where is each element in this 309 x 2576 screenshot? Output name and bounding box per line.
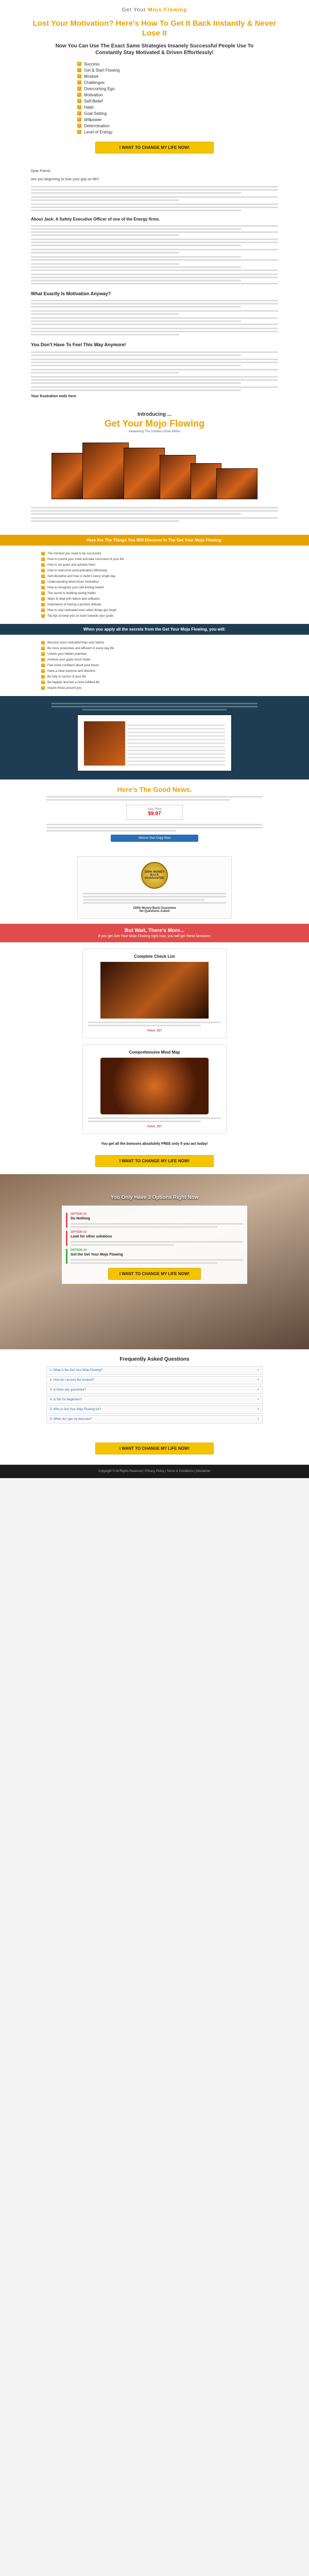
letter-paragraph <box>31 274 278 284</box>
list-item: ✓ Willpower <box>78 117 102 122</box>
check-icon: ✓ <box>78 74 81 78</box>
bonus-banner <box>0 924 309 942</box>
letter-paragraph <box>31 376 278 384</box>
intro-paragraphs <box>0 499 309 530</box>
check-icon: ✓ <box>78 111 81 115</box>
faq-item[interactable]: 6. When do I get my bonuses? + <box>46 1415 263 1423</box>
plus-icon: + <box>257 1408 259 1411</box>
check-icon: ✓ <box>41 647 45 650</box>
list-item: ✓ How to recognize your self-limiting beliefs <box>41 586 105 589</box>
price-value: $9.97 <box>148 811 161 817</box>
list-item: ✓ Feel more confident about your future <box>41 664 99 667</box>
price-box <box>126 805 183 820</box>
hero-subhead: Now You Can Use The Exact Same Strategies Insanely Successful People Use To Constantly Stay Motivated & Driven Effortlessly! <box>55 43 254 56</box>
check-icon: ✓ <box>41 675 45 678</box>
letter-paragraph <box>31 204 278 211</box>
list-item: ✓ Ways to deal with failure and setbacks <box>41 597 100 601</box>
bonus-value: Value: $27 <box>147 1125 162 1128</box>
option-item: OPTION #1 Do Nothing <box>66 1213 243 1228</box>
check-icon: ✓ <box>78 117 81 121</box>
ebook-cover <box>216 468 258 499</box>
faq-item[interactable]: 1. What is the Get Your Mojo Flowing? + <box>46 1366 263 1375</box>
bonus-title: Comprehensive Mind Map <box>129 1050 180 1055</box>
secure-copy-button[interactable]: Secure Your Copy Now <box>111 835 198 842</box>
bonus-title: Complete Check List <box>134 954 175 959</box>
letter-subheading: About Jack: A Safety Executive Officer of one of the Energy firms. <box>31 216 160 222</box>
intro-label: Introducing ... <box>137 412 172 417</box>
guarantee-seal-icon: 100% MONEY BACK GUARANTEE <box>141 862 168 889</box>
check-icon: ✓ <box>41 686 45 689</box>
check-icon: ✓ <box>78 99 81 103</box>
final-cta-section <box>0 1430 309 1465</box>
final-cta-button[interactable]: I WANT TO CHANGE MY LIFE NOW! <box>95 1443 214 1454</box>
letter-paragraph <box>31 351 278 356</box>
good-news-section <box>0 779 309 851</box>
product-mockup <box>77 715 232 771</box>
product-preview-block <box>0 696 309 779</box>
option-item: OPTION #3 Get the Get Your Mojo Flowing <box>66 1249 243 1264</box>
list-item: ✓ Become more motivated than ever before <box>41 641 105 645</box>
list-item: ✓ Habit <box>78 105 94 110</box>
check-icon: ✓ <box>41 574 45 578</box>
faq-section <box>0 1349 309 1430</box>
hero-headline: Lost Your Motivation? Here's How To Get It Back Instantly & Never Lose It <box>32 19 277 38</box>
list-item: ✓ Challenges <box>78 80 105 85</box>
letter-paragraph <box>31 225 278 236</box>
option-item: OPTION #2 Look for other solutions <box>66 1231 243 1246</box>
list-item: ✓ The secret to building lasting habits <box>41 591 96 595</box>
plus-icon: + <box>257 1379 259 1382</box>
list-item: ✓ The mindset you need to be successful <box>41 552 101 555</box>
check-icon: ✓ <box>78 93 81 96</box>
list-item: ✓ Be more productive and efficient in every day life <box>41 647 114 650</box>
options-cta-button[interactable]: I WANT TO CHANGE MY LIFE NOW! <box>108 1268 201 1280</box>
list-item: ✓ Overcoming Ego <box>78 86 115 91</box>
list-item: ✓ How to overcome procrastination effectively <box>41 569 107 572</box>
ebook-cover <box>84 721 125 766</box>
check-icon: ✓ <box>41 591 45 595</box>
letter-paragraph <box>31 300 278 308</box>
benefits-banner: When you apply all the secrets from the Get Your Mojo Flowing, you will: <box>0 624 309 635</box>
check-icon: ✓ <box>41 681 45 684</box>
list-item: ✓ Determination <box>78 123 110 128</box>
bonus-value: Value: $27 <box>147 1029 162 1032</box>
section-heading: What Exactly Is Motivation Anyway? <box>31 291 111 296</box>
check-icon: ✓ <box>41 580 45 583</box>
check-icon: ✓ <box>41 614 45 617</box>
check-icon: ✓ <box>41 664 45 667</box>
logo-prefix: Get Your <box>122 7 146 13</box>
ebook-cover <box>124 448 165 499</box>
faq-item[interactable]: 5. Who is Get Your Mojo Flowing for? + <box>46 1405 263 1414</box>
section-heading: Here's The Good News. <box>117 786 192 793</box>
check-icon: ✓ <box>78 68 81 72</box>
bonus-mindmap-image <box>100 1058 209 1114</box>
list-item: ✓ Importance of having a positive attitude <box>41 603 101 606</box>
check-icon: ✓ <box>78 62 81 65</box>
bonus-card <box>82 948 227 1038</box>
letter-note: Your frustration ends here. <box>31 394 77 398</box>
guarantee-box <box>77 856 232 919</box>
letter-paragraph <box>31 239 278 246</box>
check-icon: ✓ <box>41 557 45 561</box>
list-item: ✓ Self-Belief <box>78 98 103 104</box>
check-icon: ✓ <box>78 124 81 127</box>
check-icon: ✓ <box>41 597 45 600</box>
faq-item[interactable]: 3. Is there any guarantee? + <box>46 1386 263 1394</box>
bonus-banner-subtitle: If you get Get Your Mojo Flowing right now, you will get these bonuses: <box>98 935 211 938</box>
letter-paragraph <box>31 196 278 201</box>
price-label: Your Price <box>147 808 162 811</box>
salutation: Dear Friend, <box>31 169 51 173</box>
options-heading: You Only Have 3 Options Right Now <box>110 1195 199 1200</box>
list-item: ✓ How to set goals and achieve them <box>41 563 96 567</box>
hero-bullet-list <box>77 62 278 134</box>
plus-icon: + <box>257 1369 259 1372</box>
list-item: ✓ How to stay motivated even when things get tough <box>41 608 117 612</box>
options-box <box>62 1206 247 1284</box>
list-item: ✓ Have a clear purpose and direction <box>41 669 96 673</box>
hero-section <box>0 16 309 161</box>
check-icon: ✓ <box>41 608 45 612</box>
product-bundle-image <box>52 437 258 499</box>
check-icon: ✓ <box>41 652 45 655</box>
check-icon: ✓ <box>78 87 81 90</box>
faq-item[interactable]: 4. Is this for beginners? + <box>46 1396 263 1404</box>
letter-paragraph <box>31 256 278 261</box>
logo-accent: Mojo Flowing <box>148 7 187 13</box>
list-item: ✓ Be fully in control of your life <box>41 675 87 679</box>
check-icon: ✓ <box>78 130 81 133</box>
bonus-checklist-image <box>100 962 209 1019</box>
plus-icon: + <box>257 1418 259 1421</box>
section-heading: You Don't Have To Feel This Way Anymore! <box>31 342 126 347</box>
letter-paragraph <box>31 369 278 374</box>
bonus-card <box>82 1044 227 1134</box>
plus-icon: + <box>257 1388 259 1392</box>
check-icon: ✓ <box>78 105 81 109</box>
list-item: ✓ Get & Start Flowing <box>78 67 120 73</box>
site-logo[interactable] <box>0 0 309 16</box>
faq-heading: Frequently Asked Questions <box>119 1357 190 1362</box>
discover-list <box>0 546 309 624</box>
list-item: ✓ Top tips to keep you on track towards your goals <box>41 614 114 618</box>
hero-cta-button[interactable]: I WANT TO CHANGE MY LIFE NOW! <box>95 142 214 154</box>
list-item: ✓ How to control your mind and take command of your life <box>41 557 124 561</box>
faq-item[interactable]: 2. How do I access the product? + <box>46 1376 263 1384</box>
check-icon: ✓ <box>78 80 81 84</box>
check-icon: ✓ <box>41 586 45 589</box>
product-intro <box>0 408 309 433</box>
letter-intro: Are you beginning to lose your grip on life? <box>31 178 99 181</box>
letter-paragraph <box>31 186 278 194</box>
list-item: ✓ Achieve your goals much faster <box>41 658 91 662</box>
letter-paragraph <box>31 328 278 335</box>
plus-icon: + <box>257 1398 259 1401</box>
options-section <box>0 1174 309 1349</box>
list-item: ✓ Success <box>78 61 100 66</box>
letter-paragraph <box>31 249 278 253</box>
check-icon: ✓ <box>41 569 45 572</box>
list-item: ✓ Mindset <box>78 74 99 79</box>
footer: Copyright © All Rights Reserved | Privacy Policy | Terms & Conditions | Disclaimer <box>0 1465 309 1478</box>
check-icon: ✓ <box>41 552 45 555</box>
product-subtitle: Awakening The Limitless Drive Within <box>128 430 181 433</box>
check-icon: ✓ <box>41 658 45 661</box>
list-item: ✓ Goal Setting <box>78 111 107 116</box>
list-item: ✓ Level of Energy <box>78 129 113 134</box>
guarantee-title: 100% Money-Back Guarantee <box>133 907 176 910</box>
list-item: ✓ Self-discipline and how to build it every single day <box>41 574 116 578</box>
letter-paragraph <box>31 317 278 325</box>
check-icon: ✓ <box>41 669 45 672</box>
check-icon: ✓ <box>41 641 45 644</box>
letter-paragraph <box>31 263 278 271</box>
list-item: ✓ Be happier and live a more fulfilled life <box>41 681 100 684</box>
list-item: ✓ Unlock your hidden potential <box>41 652 87 656</box>
product-title: Get Your Mojo Flowing <box>104 418 205 429</box>
list-item: ✓ Understanding what drives motivation <box>41 580 99 584</box>
discover-banner: Here Are The Things You Will Discover In The Get Your Mojo Flowing: <box>0 535 309 546</box>
check-icon: ✓ <box>41 603 45 606</box>
letter-paragraph <box>31 386 278 391</box>
list-item: ✓ Motivation <box>78 92 103 97</box>
bonus-note: You get all the bonuses absolutely FREE only if you act today! <box>101 1142 208 1146</box>
letter-paragraph <box>31 359 278 366</box>
bonus-cta-button[interactable]: I WANT TO CHANGE MY LIFE NOW! <box>95 1155 214 1167</box>
bonus-banner-title: But Wait, There's More... <box>125 928 184 934</box>
guarantee-subtitle: No Questions Asked <box>139 910 170 913</box>
benefits-list <box>0 635 309 696</box>
list-item: ✓ Inspire those around you <box>41 686 82 690</box>
ebook-cover <box>82 443 129 499</box>
letter-paragraph <box>31 310 278 315</box>
sales-letter <box>0 161 309 408</box>
check-icon: ✓ <box>41 563 45 566</box>
